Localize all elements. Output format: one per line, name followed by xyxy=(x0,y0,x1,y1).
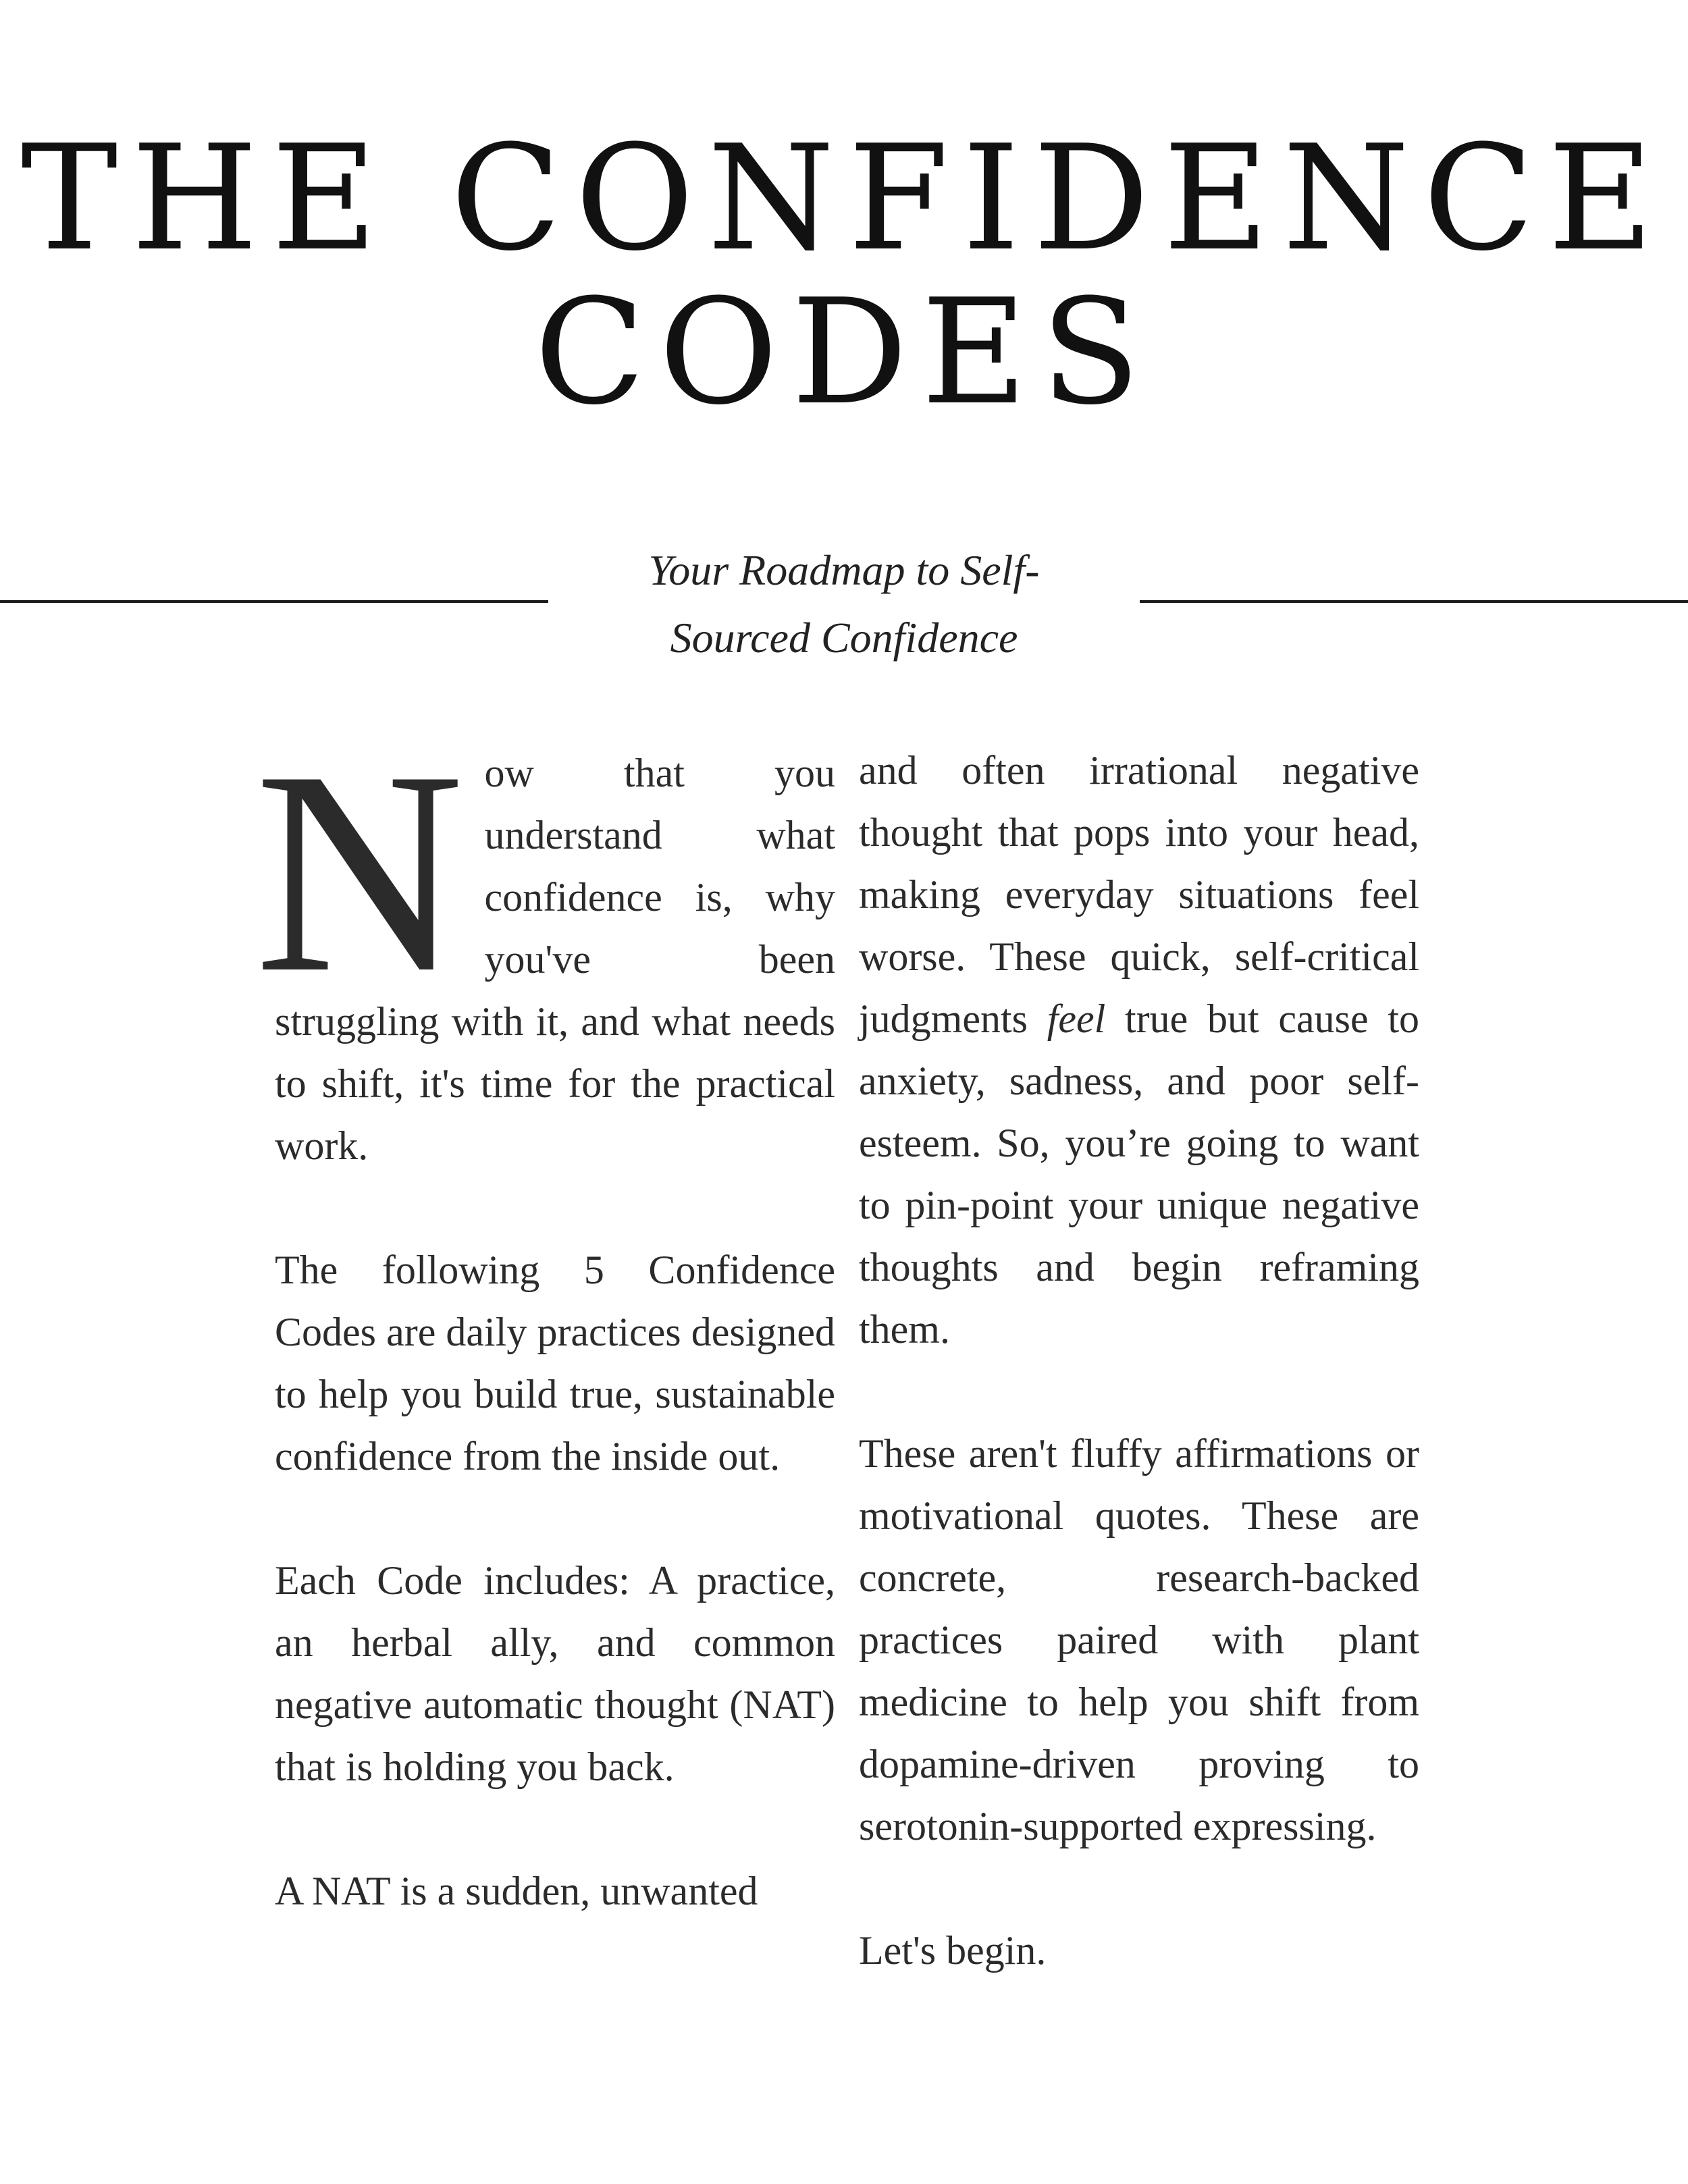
nat-paragraph-continued xyxy=(859,739,1419,1360)
nat-paragraph-start: A NAT is a sudden, unwanted xyxy=(275,1869,758,1913)
intro-paragraph xyxy=(255,712,835,1177)
subtitle xyxy=(567,537,1121,672)
divider-right xyxy=(1140,600,1688,603)
divider-left xyxy=(0,600,548,603)
subtitle-line-2: Sourced Confidence xyxy=(670,614,1018,662)
codes-paragraph: The following 5 Confidence Codes are daily practices designed to help you build true, sustainable confidence from the inside out. xyxy=(275,1248,835,1479)
drop-cap: N xyxy=(255,712,465,1033)
right-column xyxy=(859,739,1419,1981)
page-title xyxy=(0,113,1688,437)
intro-paragraph-text: ow that you understand what confidence is, why you've been struggling with it, and what needs to shift, it's time for the practical work. xyxy=(275,751,835,1168)
title-line-2: CODES xyxy=(534,267,1154,437)
code-includes-paragraph: Each Code includes: A practice, an herbal ally, and common negative automatic thought (NAT) that is holding you back. xyxy=(275,1558,835,1789)
left-column xyxy=(255,712,835,1922)
nat-text-b: true but cause to anxiety, sadness, and poor self-esteem. So, you’re going to want to pin-point your unique negative thoughts and begin reframing them. xyxy=(859,996,1419,1352)
nat-text-a: and often irrational negative thought that pops into your head, making everyday situations feel worse. These quick, self-critical judgments xyxy=(859,748,1419,1041)
closing-line: Let's begin. xyxy=(859,1928,1047,1973)
subtitle-line-1: Your Roadmap to Self- xyxy=(648,546,1040,594)
emphasis-feel: feel xyxy=(1047,996,1106,1041)
title-line-1: THE CONFIDENCE xyxy=(20,113,1668,283)
practices-paragraph: These aren't fluffy affirmations or motivational quotes. These are concrete, research-backed practices paired with plant medicine to help you shift from dopamine-driven proving to serotonin-supported expressing. xyxy=(859,1431,1419,1848)
